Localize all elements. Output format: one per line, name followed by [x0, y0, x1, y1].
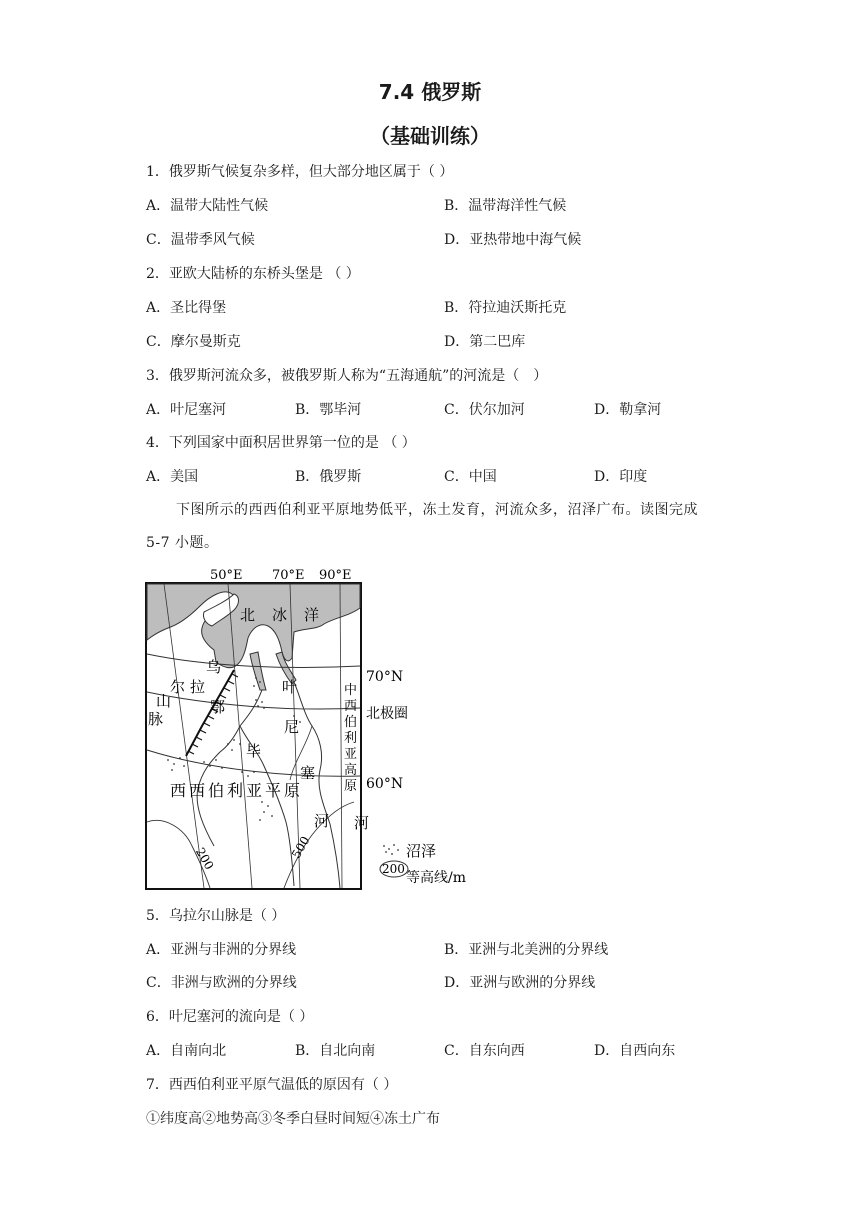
plateau-char-5: 亚	[344, 747, 358, 762]
lat-label-70n: 70°N	[366, 669, 404, 685]
question-4-stem: 4．下列国家中面积居世界第一位的是 （ ）	[146, 435, 416, 451]
question-6-stem: 6．叶尼塞河的流向是（ ）	[146, 1009, 314, 1025]
legend-contour-value: 200	[382, 862, 405, 876]
yenisei-char-1: 叶	[282, 678, 298, 696]
legend-swamp-symbol	[383, 844, 399, 855]
q4-option-a[interactable]: A．美国	[146, 469, 199, 485]
plain-label: 西西伯利亚平原	[170, 781, 304, 800]
plateau-char-3: 伯	[344, 715, 358, 730]
lon-label-90e: 90°E	[319, 568, 352, 583]
contour-label-500: 500	[288, 833, 313, 861]
yenisei-char-3: 塞	[300, 764, 316, 782]
plateau-char-6: 高	[344, 763, 358, 778]
intro-paragraph-line-1: 下图所示的西西伯利亚平原地势低平，冻土发育，河流众多，沼泽广布。读图完成	[176, 502, 698, 518]
q2-option-d[interactable]: D．第二巴库	[444, 334, 526, 350]
q2-option-c[interactable]: C．摩尔曼斯克	[146, 334, 241, 350]
q2-option-b[interactable]: B．符拉迪沃斯托克	[444, 300, 567, 316]
q1-option-b[interactable]: B．温带海洋性气候	[444, 198, 567, 214]
ob-river-char-he: 河	[314, 812, 330, 830]
lon-label-70e: 70°E	[272, 568, 305, 583]
q1-option-c[interactable]: C．温带季风气候	[146, 232, 255, 248]
q4-option-c[interactable]: C．中国	[444, 469, 497, 485]
q3-option-d[interactable]: D．勒拿河	[594, 402, 662, 418]
yenisei-lower-char-he: 河	[354, 814, 370, 832]
q5-option-a[interactable]: A．亚洲与非洲的分界线	[146, 942, 297, 958]
ocean-char-2: 冰	[272, 606, 288, 624]
lat-label-60n: 60°N	[366, 776, 404, 792]
ural-char-2: 拉	[190, 678, 206, 696]
q1-option-d[interactable]: D．亚热带地中海气候	[444, 232, 582, 248]
page-subtitle: （基础训练）	[370, 124, 490, 148]
arctic-circle-label: 北极圈	[366, 706, 408, 722]
lon-label-50e: 50°E	[210, 568, 243, 583]
q6-option-d[interactable]: D．自西向东	[594, 1043, 676, 1059]
page-title: 7.4 俄罗斯	[378, 80, 482, 104]
ural-char-3: 尔	[170, 678, 186, 696]
plateau-char-1: 中	[344, 683, 358, 698]
q5-option-b[interactable]: B．亚洲与北美洲的分界线	[444, 942, 609, 958]
q1-option-a[interactable]: A．温带大陆性气候	[146, 198, 269, 214]
legend-contour-label: 等高线/m	[406, 870, 466, 886]
intro-paragraph-line-2: 5-7 小题。	[146, 535, 219, 551]
ocean-char-3: 洋	[304, 606, 320, 624]
question-3-stem: 3．俄罗斯河流众多，被俄罗斯人称为“五海通航”的河流是（ ）	[146, 368, 548, 384]
ob-char-2: 毕	[246, 742, 262, 760]
q3-option-a[interactable]: A．叶尼塞河	[146, 402, 227, 418]
question-7-stem: 7．西西伯利亚平原气温低的原因有（ ）	[146, 1077, 398, 1093]
q3-option-c[interactable]: C．伏尔加河	[444, 402, 525, 418]
q6-option-c[interactable]: C．自东向西	[444, 1043, 525, 1059]
question-5-stem: 5．乌拉尔山脉是（ ）	[146, 908, 286, 924]
ural-char-5: 脉	[148, 710, 164, 728]
q4-option-d[interactable]: D．印度	[594, 469, 648, 485]
q2-option-a[interactable]: A．圣比得堡	[146, 300, 227, 316]
plateau-char-2: 西	[344, 699, 358, 714]
ocean-char-1: 北	[240, 606, 256, 624]
question-1-stem: 1．俄罗斯气候复杂多样，但大部分地区属于（ ）	[146, 164, 454, 180]
q6-option-b[interactable]: B．自北向南	[295, 1043, 376, 1059]
q4-option-b[interactable]: B．俄罗斯	[295, 469, 362, 485]
q3-option-b[interactable]: B．鄂毕河	[295, 402, 362, 418]
west-siberia-map	[144, 566, 489, 892]
plateau-char-4: 利	[344, 731, 358, 746]
contour-label-200: 200	[192, 845, 217, 873]
yenisei-char-2: 尼	[284, 718, 300, 736]
question-7-statements: ①纬度高②地势高③冬季白昼时间短④冻土广布	[146, 1111, 440, 1127]
q5-option-c[interactable]: C．非洲与欧洲的分界线	[146, 975, 297, 991]
ural-char-1: 乌	[206, 658, 222, 676]
ural-char-4: 山	[156, 692, 172, 710]
plateau-char-7: 原	[344, 779, 358, 794]
legend-swamp-label: 沼泽	[406, 842, 437, 860]
question-2-stem: 2．亚欧大陆桥的东桥头堡是 （ ）	[146, 266, 360, 282]
q5-option-d[interactable]: D．亚洲与欧洲的分界线	[444, 975, 596, 991]
q6-option-a[interactable]: A．自南向北	[146, 1043, 227, 1059]
ob-char-1: 鄂	[210, 698, 226, 716]
